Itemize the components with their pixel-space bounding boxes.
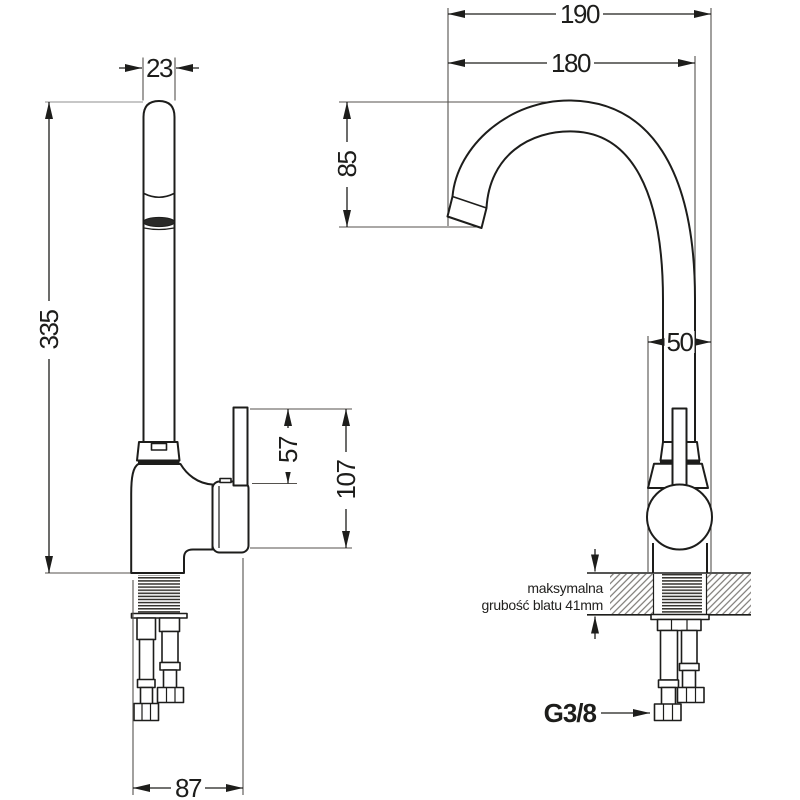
hose-left	[140, 640, 154, 681]
hose-right-tube-front	[683, 671, 696, 688]
side-view	[34, 53, 361, 800]
counter-note-line2: grubość blatu 41mm	[481, 597, 603, 613]
dim-spout-drop	[332, 102, 362, 227]
dim-spout-reach-overall	[448, 0, 711, 29]
hose-left-nut-front	[655, 704, 682, 721]
hose-connector-right	[160, 618, 180, 632]
counter-note-line1: maksymalna	[527, 580, 603, 596]
hose-left-joint	[138, 680, 156, 688]
dim-spout-reach	[448, 48, 695, 78]
dim-text-335: 335	[34, 310, 64, 350]
handle-knob-front	[647, 485, 712, 550]
dim-body-height	[250, 409, 361, 548]
collar-notch	[152, 444, 167, 451]
thread-size-callout	[544, 698, 650, 728]
hose-right-joint	[160, 663, 180, 671]
mounting-nut-front	[658, 620, 702, 631]
hose-left-nut	[134, 704, 159, 721]
spout-tube-side	[144, 101, 175, 442]
dim-total-height	[34, 102, 64, 573]
aerator-outlet	[144, 217, 175, 226]
hose-right-joint-front	[680, 664, 700, 671]
dim-text-107: 107	[331, 460, 361, 500]
dim-text-57: 57	[273, 437, 303, 463]
dim-text-87: 87	[175, 773, 201, 800]
hose-right-nut	[158, 688, 184, 703]
hose-right-front	[682, 631, 698, 664]
dim-text-190: 190	[560, 0, 599, 29]
thread-size-label: G3/8	[543, 698, 596, 728]
dim-text-50: 50	[666, 327, 693, 357]
handle-lever-front	[673, 409, 687, 488]
handle-disc-side	[213, 482, 249, 553]
hose-left-tube	[141, 688, 153, 705]
shank-through-counter	[662, 574, 702, 615]
hose-right-tube	[164, 670, 177, 688]
hose-right-nut-front	[678, 688, 705, 703]
dim-spout-tube-width	[119, 53, 199, 83]
hose-right	[162, 632, 178, 663]
hose-connector-left	[137, 618, 156, 640]
dim-trim-ring-width	[648, 327, 711, 357]
faucet-body-side	[131, 464, 212, 573]
hose-left-joint-front	[659, 680, 679, 688]
hose-left-front	[661, 631, 678, 681]
shank-threads-side	[138, 575, 180, 614]
front-view	[332, 0, 751, 728]
dim-text-85: 85	[332, 151, 362, 178]
handle-lever-side	[234, 408, 248, 486]
hose-left-tube-front	[662, 688, 676, 705]
dim-text-23: 23	[146, 53, 172, 83]
handle-disc-tab	[220, 479, 231, 483]
gooseneck-spout	[448, 100, 696, 442]
dim-text-180: 180	[551, 48, 590, 78]
